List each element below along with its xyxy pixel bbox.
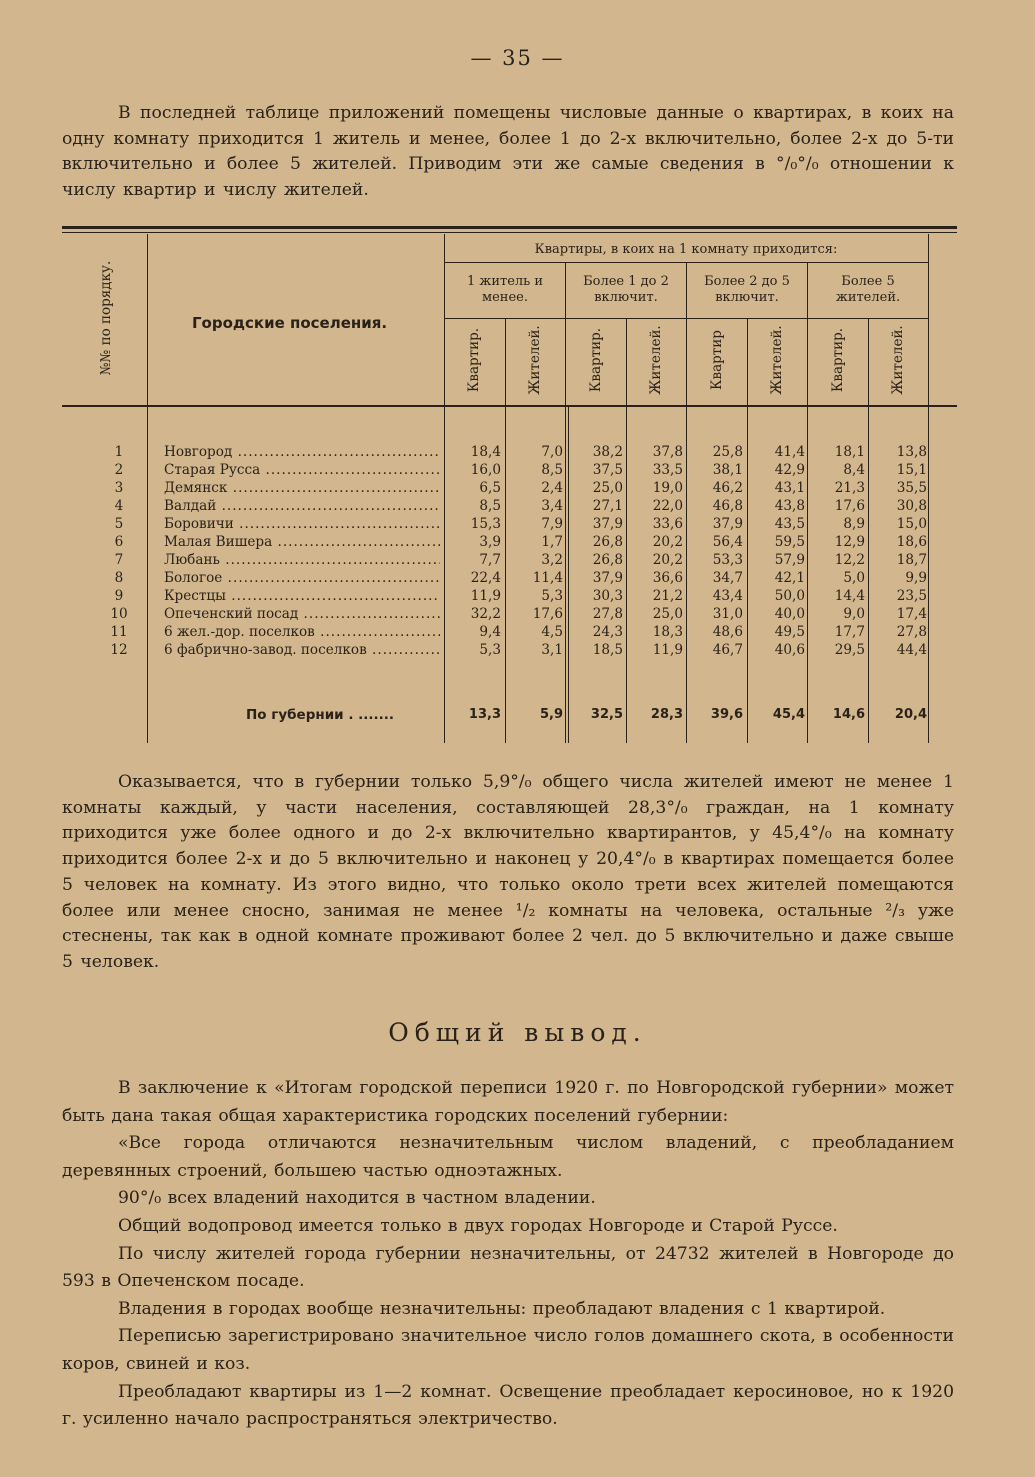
row-name: Любань .....	[164, 552, 440, 569]
conclusion-paragraph: Владения в городах вообще незначительны: преобладают владения с 1 квартирой.	[118, 1298, 886, 1319]
cell: 36,6	[652, 570, 683, 586]
cell: 27,8	[896, 624, 927, 640]
row-number: 11	[110, 624, 128, 640]
table-row	[62, 480, 957, 497]
conclusion-paragraph: В заключение к «Итогам городской переписи 1920 г. по Новгородской губернии» может быть дана такая общая характеристика городских поселений губернии:	[62, 1078, 954, 1126]
cell: 44,4	[896, 642, 927, 658]
row-number: 5	[114, 516, 124, 532]
cell: 18,3	[652, 624, 683, 640]
analysis-paragraph-text: Оказывается, что в губернии только 5,9°/₀ общего числа жителей имеют не менее 1 комнаты каждый, у части населения, составляющей 28,3°/₀ граждан, на 1 комнату приходится уже более одного и до 2-х включительно квартирантов, у 45,4°/₀ на комнату приходится более 2-х и до 5 включительно и наконец у 20,4°/₀ в квартирах помещается более 5 человек на комнату. Из этого видно, что только около трети всех жителей помещаются более или менее сносно, занимая не менее ¹/₂ комнаты на человека, остальные ²/₃ уже стеснены, так как в одной комнате проживают более 2 чел. до 5 включительно и даже свыше 5 человек.	[62, 772, 954, 972]
cell: 3,1	[541, 642, 563, 658]
cell: 38,1	[712, 462, 743, 478]
cell: 11,4	[532, 570, 563, 586]
row-name: Демянск .....	[164, 480, 440, 497]
cell: 18,1	[834, 444, 865, 460]
cell: 5,3	[541, 588, 563, 604]
total-cell: 13,3	[468, 707, 501, 722]
cell: 27,1	[592, 498, 623, 514]
cell: 34,7	[712, 570, 743, 586]
group-3-header: Более 2 до 5 включит.	[704, 274, 790, 305]
cell: 18,4	[470, 444, 501, 460]
total-label: По губернии . .......	[246, 707, 395, 723]
sub-header-8: Жителей.	[890, 325, 906, 395]
cell: 25,0	[652, 606, 683, 622]
cell: 46,8	[712, 498, 743, 514]
cell: 30,8	[896, 498, 927, 514]
cell: 48,6	[712, 624, 743, 640]
cell: 12,9	[834, 534, 865, 550]
cell: 25,0	[592, 480, 623, 496]
cell: 33,6	[652, 516, 683, 532]
table-row	[62, 588, 957, 605]
table-row	[62, 516, 957, 533]
cell: 1,7	[541, 534, 563, 550]
cell: 12,2	[834, 552, 865, 568]
cell: 5,3	[479, 642, 501, 658]
cell: 24,3	[592, 624, 623, 640]
sub-header-7: Квартир.	[830, 327, 846, 393]
cell: 11,9	[470, 588, 501, 604]
total-cell: 14,6	[832, 707, 865, 722]
cell: 8,4	[843, 462, 865, 478]
cell: 43,8	[774, 498, 805, 514]
cell: 26,8	[592, 534, 623, 550]
row-name: Бологое .....	[164, 570, 440, 587]
cell: 18,5	[592, 642, 623, 658]
cell: 15,1	[896, 462, 927, 478]
cell: 15,0	[896, 516, 927, 532]
cell: 43,4	[712, 588, 743, 604]
total-cell: 45,4	[772, 707, 805, 722]
cell: 37,9	[592, 570, 623, 586]
cell: 6,5	[479, 480, 501, 496]
cell: 8,5	[541, 462, 563, 478]
total-cell: 5,9	[539, 707, 563, 722]
cell: 37,8	[652, 444, 683, 460]
row-name: 6 жел.-дор. поселков .....	[164, 624, 440, 641]
row-number: 1	[114, 444, 124, 460]
conclusion-paragraph: Переписью зарегистрировано значительное число голов домашнего скота, в особенности коров, свиней и коз.	[62, 1326, 954, 1374]
group-4-header: Более 5 жителей.	[835, 274, 901, 305]
cell: 2,4	[541, 480, 563, 496]
row-name: Валдай .....	[164, 498, 440, 515]
cell: 23,5	[896, 588, 927, 604]
cell: 57,9	[774, 552, 805, 568]
conclusion-paragraph: «Все города отличаются незначительным числом владений, с преобладанием деревянных строений, большею частью одноэтажных.	[62, 1133, 954, 1181]
cell: 46,2	[712, 480, 743, 496]
cell: 16,0	[470, 462, 501, 478]
page-number: — 35 —	[470, 46, 565, 70]
row-number: 2	[114, 462, 124, 478]
cell: 17,6	[834, 498, 865, 514]
cell: 9,4	[479, 624, 501, 640]
sub-header-2: Жителей.	[527, 325, 543, 395]
cell: 37,9	[592, 516, 623, 532]
sub-header-3: Квартир.	[588, 327, 604, 393]
cell: 37,9	[712, 516, 743, 532]
row-name: Новгород .....	[164, 444, 440, 461]
table-row	[62, 444, 957, 461]
group-header: Квартиры, в коих на 1 комнату приходится:	[534, 242, 838, 257]
cell: 26,8	[592, 552, 623, 568]
cell: 41,4	[774, 444, 805, 460]
cell: 7,0	[541, 444, 563, 460]
table-row	[62, 552, 957, 569]
cell: 42,9	[774, 462, 805, 478]
cell: 7,9	[541, 516, 563, 532]
row-number: 3	[114, 480, 124, 496]
row-number: 10	[110, 606, 128, 622]
cell: 46,7	[712, 642, 743, 658]
group-2-header: Более 1 до 2 включит.	[583, 274, 669, 305]
total-cell: 20,4	[894, 707, 927, 722]
row-number: 12	[110, 642, 128, 658]
cell: 11,9	[652, 642, 683, 658]
total-cell: 32,5	[590, 707, 623, 722]
cell: 17,6	[532, 606, 563, 622]
cell: 43,1	[774, 480, 805, 496]
cell: 9,9	[905, 570, 927, 586]
row-name: Боровичи .....	[164, 516, 440, 533]
cell: 7,7	[479, 552, 501, 568]
cell: 21,3	[834, 480, 865, 496]
cell: 40,6	[774, 642, 805, 658]
row-number: 6	[114, 534, 124, 550]
cell: 20,2	[652, 552, 683, 568]
section-heading: Общий вывод.	[388, 1018, 647, 1047]
analysis-paragraph	[62, 770, 954, 976]
cell: 8,9	[843, 516, 865, 532]
cell: 38,2	[592, 444, 623, 460]
row-name: 6 фабрично-завод. поселков .....	[164, 642, 440, 659]
group-1-header: 1 житель и менее.	[466, 274, 544, 305]
conclusion-paragraph: Преобладают квартиры из 1—2 комнат. Освещение преобладает керосиновое, но к 1920 г. усиленно начало распространяться электричество.	[62, 1381, 954, 1430]
cell: 59,5	[774, 534, 805, 550]
cell: 29,5	[834, 642, 865, 658]
cell: 35,5	[896, 480, 927, 496]
row-name: Малая Вишера .....	[164, 534, 440, 551]
col-number-header: №№ по порядку.	[98, 260, 114, 376]
table-row	[62, 534, 957, 551]
cell: 56,4	[712, 534, 743, 550]
cell: 21,2	[652, 588, 683, 604]
row-number: 4	[114, 498, 124, 514]
cell: 13,8	[896, 444, 927, 460]
cell: 17,7	[834, 624, 865, 640]
cell: 22,4	[470, 570, 501, 586]
row-number: 7	[114, 552, 124, 568]
cell: 30,3	[592, 588, 623, 604]
total-cell: 28,3	[650, 707, 683, 722]
table-row	[62, 642, 957, 659]
cell: 27,8	[592, 606, 623, 622]
cell: 19,0	[652, 480, 683, 496]
total-cell: 39,6	[710, 707, 743, 722]
cell: 49,5	[774, 624, 805, 640]
row-name: Крестцы .....	[164, 588, 440, 605]
table-row	[62, 462, 957, 479]
cell: 33,5	[652, 462, 683, 478]
table-row	[62, 606, 957, 623]
conclusion-paragraph: 90°/₀ всех владений находится в частном владении.	[118, 1188, 596, 1209]
cell: 53,3	[712, 552, 743, 568]
cell: 3,4	[541, 498, 563, 514]
cell: 5,0	[843, 570, 865, 586]
cell: 3,2	[541, 552, 563, 568]
row-name: Опеченский посад .....	[164, 606, 440, 623]
col-settlements-header: Городские поселения.	[192, 314, 388, 332]
cell: 43,5	[774, 516, 805, 532]
cell: 37,5	[592, 462, 623, 478]
cell: 20,2	[652, 534, 683, 550]
row-number: 8	[114, 570, 124, 586]
cell: 25,8	[712, 444, 743, 460]
cell: 18,7	[896, 552, 927, 568]
intro-paragraph	[62, 101, 954, 204]
intro-paragraph-text: В последней таблице приложений помещены числовые данные о квартирах, в коих на одну комнату приходится 1 житель и менее, более 1 до 2-х включительно, более 2-х до 5-ти включительно и более 5 жителей. Приводим эти же самые сведения в °/₀°/₀ отношении к числу квартир и числу жителей.	[62, 103, 954, 201]
cell: 15,3	[470, 516, 501, 532]
cell: 17,4	[896, 606, 927, 622]
cell: 31,0	[712, 606, 743, 622]
sub-header-1: Квартир.	[466, 327, 482, 393]
cell: 9,0	[843, 606, 865, 622]
table-row	[62, 624, 957, 641]
sub-header-4: Жителей.	[648, 325, 664, 395]
table-total-row	[62, 707, 957, 725]
cell: 42,1	[774, 570, 805, 586]
cell: 18,6	[896, 534, 927, 550]
table-row	[62, 570, 957, 587]
cell: 14,4	[834, 588, 865, 604]
cell: 3,9	[479, 534, 501, 550]
cell: 50,0	[774, 588, 805, 604]
housing-table	[62, 226, 957, 746]
conclusion-block	[62, 1075, 954, 1434]
conclusion-paragraph: Общий водопровод имеется только в двух городах Новгороде и Старой Руссе.	[118, 1215, 838, 1236]
row-number: 9	[114, 588, 124, 604]
sub-header-5: Квартир	[709, 330, 725, 390]
cell: 40,0	[774, 606, 805, 622]
conclusion-paragraph: По числу жителей города губернии незначительны, от 24732 жителей в Новгороде до 593 в Опеченском посаде.	[62, 1243, 954, 1292]
cell: 22,0	[652, 498, 683, 514]
cell: 32,2	[470, 606, 501, 622]
row-name: Старая Русса .....	[164, 462, 440, 479]
sub-header-6: Жителей.	[769, 325, 785, 395]
cell: 8,5	[479, 498, 501, 514]
table-row	[62, 498, 957, 515]
cell: 4,5	[541, 624, 563, 640]
